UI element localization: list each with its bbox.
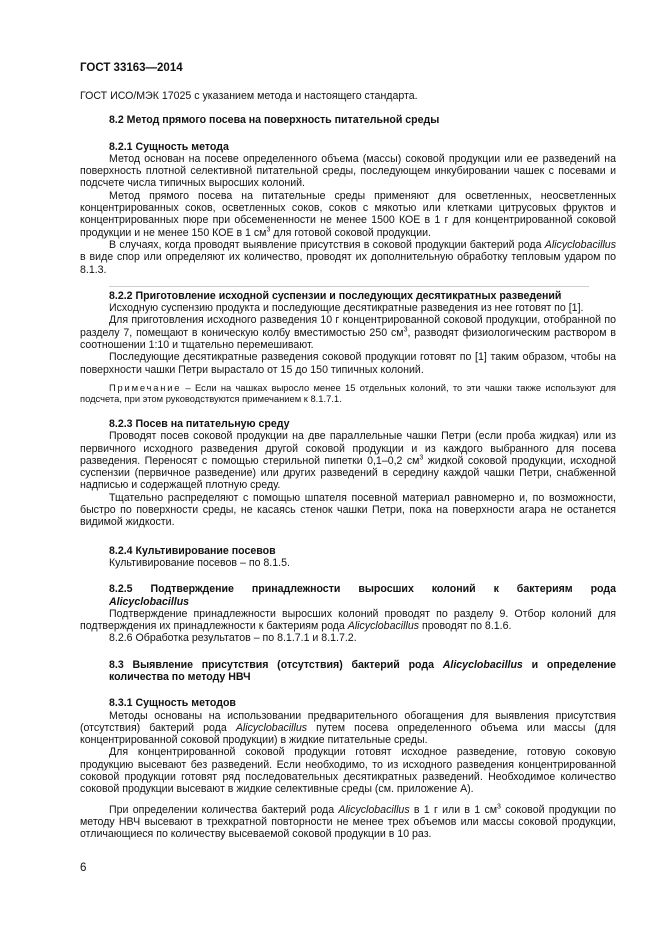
text-run: 8.2.5 Подтверждение принадлежности выросших колоний к бактериям рода [109,583,616,596]
paragraph: Культивирование посевов – по 8.1.5. [109,556,290,569]
genus-name: Alicyclobacillus [338,803,410,816]
text-run: Проводят посев соковой продукции на две параллельные чашки Петри (если проба жидкая) или из первичного исходного разведения другой соковой продукции и из каждого выбранного для посева разведения. Переносят с помощью стерильной пипетки 0,1–0,2 см [80,430,616,467]
text-run: 8.3 Выявление присутствия (отсутствия) бактерий рода [109,658,443,671]
genus-name: Alicyclobacillus [347,620,420,633]
text-run: путем посева определенного объема или массы (для концентрированной соковой продукции) в жидкие питательные среды. [80,721,616,747]
note [80,382,616,404]
note-text: – Если на чашках выросло менее 15 отдельных колоний, то эти чашки также используют для подсчета, при этом руководствуются примечанием к 8.1.7.1. [80,381,616,404]
text-run: жидкой соковой продукции, исходной суспензии (первичное разведение) или других разведений в середину каждой чашки Петри, снабженной надписью и содержащей плотную среду. [80,454,616,492]
section-8-2-5-heading [80,583,616,595]
text-run: в виде спор или определяют их количество, проводят их дополнительную обработку тепловым ударом по 8.1.3. [80,251,616,276]
section-8-3-1-heading: 8.3.1 Сущность методов [109,697,236,710]
section-8-2-1-heading: 8.2.1 Сущность метода [109,140,229,153]
standard-header: ГОСТ 33163—2014 [80,62,183,74]
document-body [80,90,616,841]
text-run: и определение количества по методу НВЧ [109,658,616,683]
section-8-2-2-heading: 8.2.2 Приготовление исходной суспензии и последующих десятикратных разведений [109,289,562,302]
paragraph: Исходную суспензию продукта и последующие десятикратные разведения из нее готовят по [1]. [109,302,584,315]
section-8-2-4-heading: 8.2.4 Культивирование посевов [109,544,276,557]
paragraph [80,710,616,747]
text-run: Метод прямого посева на питательные среды применяют для осветленных, неосветленных концентрированных соков, осветленных соков, соков с мякотью или клетками цитрусовых фруктов и концентрированных пюре при обсемененности не менее 1500 КОЕ в 1 г для концентрированной соковой продукции и не менее 150 КОЕ в 1 см [80,189,616,239]
genus-name: Alicyclobacillus [442,658,523,671]
faint-rule [109,286,589,287]
genus-name: Alicyclobacillus [109,595,190,608]
paragraph: Тщательно распределяют с помощью шпателя посевной материал равномерно и, по возможности, быстро по поверхности среды, не касаясь стенок чашки Петри, пока на поверхности агара не останется видимой жидкости. [80,491,616,529]
paragraph: Последующие десятикратные разведения соковой продукции готовят по [1] таким образом, чтобы на поверхности чашки Петри вырастало от 15 до 150 типичных колоний. [80,351,616,376]
text-run: Методы основаны на использовании предварительного обогащения для выявления присутствия (отсутствия) бактерий рода [80,709,616,734]
paragraph [80,804,616,841]
text-run: в 1 г или в 1 см [409,803,498,816]
paragraph: Для концентрированной соковой продукции готовят исходное разведение, готовую соковую продукцию высевают без разведений. Если необходимо, то из исходного разведения концентрированной соковой продукции готовят ряд последовательных десятикратных разведений. Необходимое количество соковой продукции высевают в жидкие селективные среды (см. приложение А). [80,746,616,796]
text-run: В случаях, когда проводят выявление присутствия в соковой продукции бактерий рода [109,238,545,251]
paragraph: Метод основан на посеве определенного объема (массы) соковой продукции или ее разведений на поверхность плотной селективной питательной среды, последующем инкубировании чашек с посевами и подсчете числа типичных выросших колоний. [80,152,616,190]
genus-name: Alicyclobacillus [544,238,616,251]
section-8-3-heading [80,659,616,684]
superscript: 3 [403,326,408,334]
paragraph [80,430,616,491]
paragraph [80,314,616,351]
intro-line: ГОСТ ИСО/МЭК 17025 с указанием метода и настоящего стандарта. [80,90,418,102]
superscript: 3 [497,803,501,811]
superscript: 3 [419,454,424,462]
text-run: При определении количества бактерий рода [109,803,339,816]
text-run: проводят по 8.1.6. [419,620,512,633]
text-run: Для приготовления исходного разведения 10 г концентрированной соковой продукции, отобранной по разделу 7, помещают в коническую колбу вместимостью 250 см [80,314,616,339]
genus-name: Alicyclobacillus [235,721,308,734]
section-8-2-3-heading: 8.2.3 Посев на питательную среду [109,417,290,430]
note-label: Примечание [109,381,182,393]
text-run: соковой продукции по методу НВЧ высевают в трехкратной повторности не менее трех объемов или массы соковой продукции, отличающиеся по количеству высеваемой соковой продукции в 10 раз. [80,803,616,841]
section-8-2-heading: 8.2 Метод прямого посева на поверхность питательной среды [109,114,440,127]
superscript: 3 [266,226,271,234]
paragraph [80,190,616,239]
paragraph: 8.2.6 Обработка результатов – по 8.1.7.1 и 8.1.7.2. [109,632,357,645]
page-number: 6 [80,862,87,874]
paragraph [80,239,616,276]
section-8-2-5-heading-cont [80,596,616,608]
text-run: Подтверждение принадлежности выросших колоний проводят по разделу 9. Отбор колоний для подтверждения их принадлежности к бактериям рода [80,607,616,633]
text-run: , разводят физиологическим раствором в соотношении 1:10 и тщательно перемешивают. [80,326,616,352]
text-run: для готовой соковой продукции. [270,226,431,239]
paragraph [80,608,616,633]
